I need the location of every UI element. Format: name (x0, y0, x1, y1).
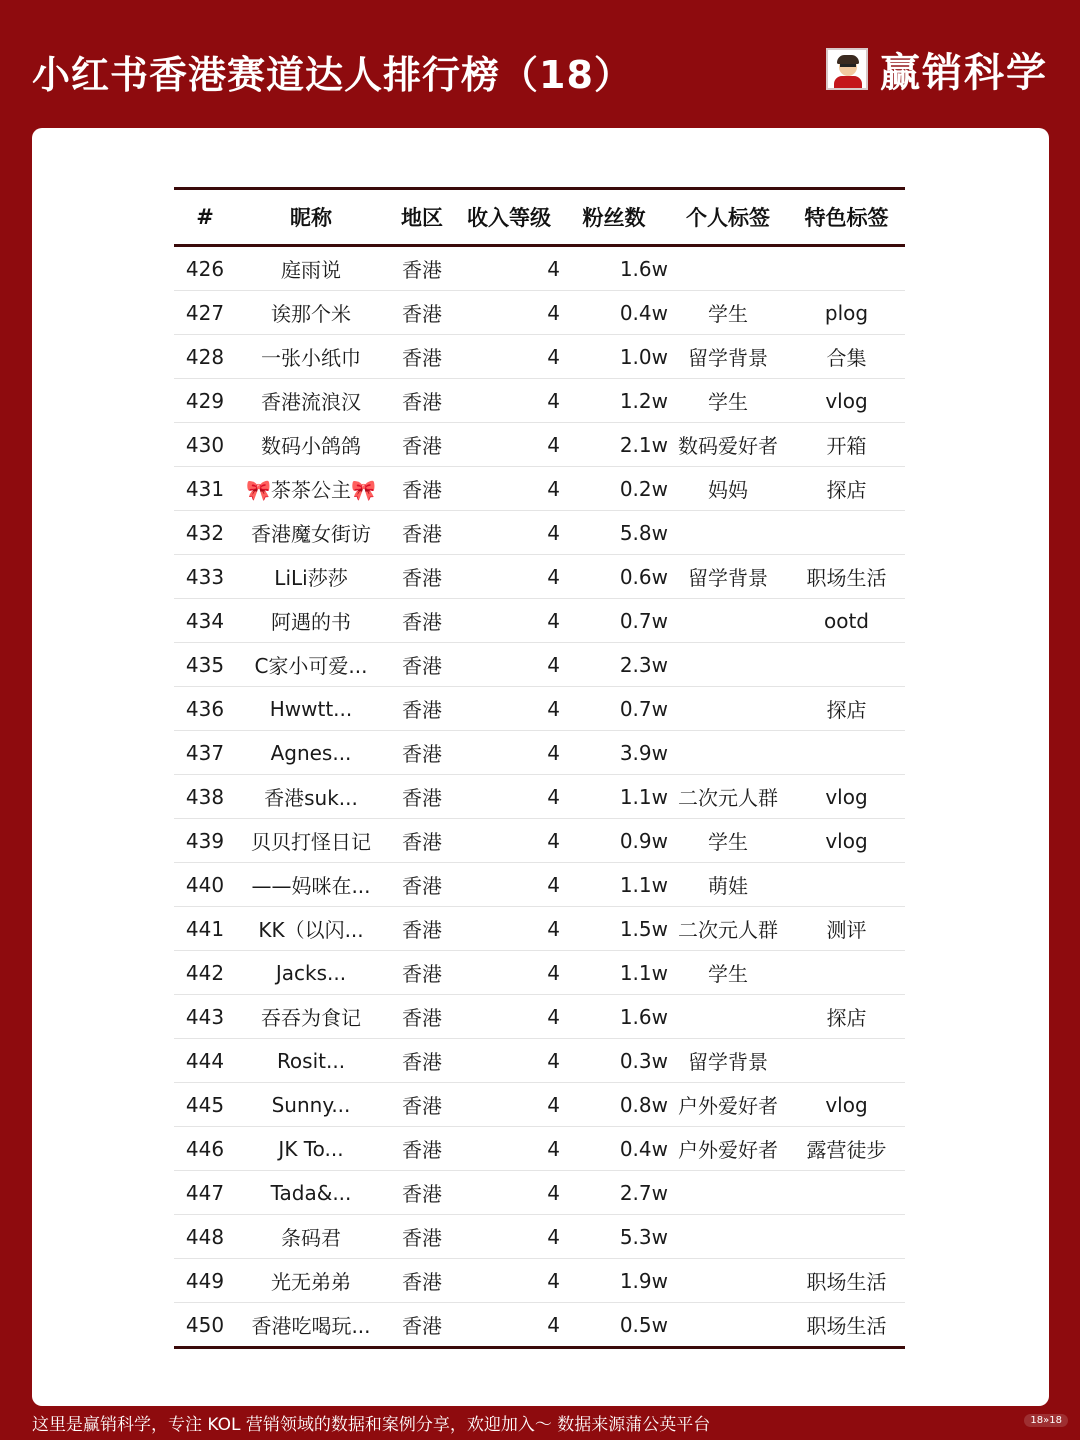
table-cell: 0.5w (619, 1312, 668, 1337)
table-cell: 445 (185, 1092, 225, 1117)
table-cell: 阿遇的书 (271, 610, 351, 634)
table-cell: 1.1w (619, 784, 668, 809)
brand-name: 赢销科学 (880, 49, 1048, 96)
table-row (174, 951, 905, 995)
table-cell: 探店 (826, 1006, 867, 1030)
table-cell: 香港 (402, 830, 442, 854)
table-cell: vlog (825, 828, 868, 853)
table-cell: 学生 (708, 302, 748, 326)
table-cell: 446 (185, 1136, 225, 1161)
table-cell: vlog (825, 1092, 868, 1117)
table-cell: Sunny... (271, 1092, 351, 1117)
page-number: 18»18 (1024, 1414, 1068, 1427)
table-cell: 4 (547, 388, 560, 413)
table-cell: 4 (547, 828, 560, 853)
table-cell: 439 (185, 828, 225, 853)
table-cell: Tada&... (270, 1180, 352, 1205)
table-cell: ——妈咪在... (251, 874, 371, 898)
table-header (174, 190, 905, 247)
table-cell: 448 (185, 1224, 225, 1249)
table-cell: 1.6w (619, 256, 668, 281)
table-row (174, 511, 905, 555)
table-cell: 香港 (402, 302, 442, 326)
table-cell: 吞吞为食记 (261, 1006, 361, 1030)
table-cell: 1.9w (619, 1268, 668, 1293)
table-cell: ootd (823, 608, 869, 633)
table-cell: 香港 (402, 390, 442, 414)
table-cell: 5.3w (619, 1224, 668, 1249)
table-cell: 香港 (402, 786, 442, 810)
table-cell: 学生 (708, 390, 748, 414)
table-cell: 学生 (708, 962, 748, 986)
table-cell: 香港魔女街访 (251, 522, 371, 546)
table-cell: 职场生活 (806, 1270, 887, 1294)
table-cell: 萌娃 (708, 874, 748, 898)
table-cell: 香港 (402, 1270, 442, 1294)
table-cell: 香港 (402, 610, 442, 634)
table-cell: 🎀茶茶公主🎀 (246, 478, 376, 502)
table-row (174, 1303, 905, 1346)
table-row (174, 1083, 905, 1127)
table-cell: C家小可爱... (254, 654, 368, 678)
table-cell: 427 (185, 300, 225, 325)
table-cell: 香港吃喝玩... (251, 1314, 371, 1338)
table-cell: 香港 (402, 1006, 442, 1030)
table-cell: 香港 (402, 1138, 442, 1162)
table-cell: 妈妈 (708, 478, 748, 502)
table-cell: Jacks... (275, 960, 347, 985)
table-cell: vlog (825, 784, 868, 809)
table-cell: 数码爱好者 (678, 434, 778, 458)
table-cell: 户外爱好者 (678, 1094, 778, 1118)
table-cell: 条码君 (281, 1226, 341, 1250)
table-cell: 426 (185, 256, 225, 281)
table-cell: 4 (547, 1312, 560, 1337)
table-cell: 1.6w (619, 1004, 668, 1029)
table-cell: 4 (547, 916, 560, 941)
page-title: 小红书香港赛道达人排行榜（18） (32, 53, 633, 97)
table-cell: 436 (185, 696, 225, 721)
table-cell: 诶那个米 (271, 302, 351, 326)
table-cell: 5.8w (619, 520, 668, 545)
table-cell: 开箱 (826, 434, 867, 458)
table-cell: 1.1w (619, 872, 668, 897)
table-cell: 1.5w (619, 916, 668, 941)
table-cell: 0.2w (619, 476, 668, 501)
table-cell: 4 (547, 740, 560, 765)
table-cell: 4 (547, 432, 560, 457)
table-cell: 香港 (402, 874, 442, 898)
table-cell: 合集 (826, 346, 867, 370)
table-row (174, 687, 905, 731)
table-cell: 香港流浪汉 (261, 390, 361, 414)
table-cell: 4 (547, 784, 560, 809)
table-cell: 4 (547, 960, 560, 985)
table-cell: 测评 (826, 918, 867, 942)
table-row (174, 291, 905, 335)
table-row (174, 1215, 905, 1259)
table-cell: 4 (547, 1136, 560, 1161)
table-cell: 433 (185, 564, 225, 589)
table-cell: 探店 (826, 698, 867, 722)
table-cell: 香港 (402, 962, 442, 986)
table-cell: 434 (185, 608, 225, 633)
table-cell: 2.1w (619, 432, 668, 457)
table-cell: 光无弟弟 (271, 1270, 351, 1294)
table-cell: 450 (185, 1312, 225, 1337)
table-cell: 0.3w (619, 1048, 668, 1073)
table-row (174, 423, 905, 467)
table-cell: 2.7w (619, 1180, 668, 1205)
table-cell: 429 (185, 388, 225, 413)
table-cell: 4 (547, 256, 560, 281)
brand-logo-icon (826, 48, 868, 90)
table-cell: LiLi莎莎 (274, 566, 348, 590)
table-cell: 1.0w (619, 344, 668, 369)
table-cell: 职场生活 (806, 566, 887, 590)
table-cell: 庭雨说 (281, 258, 341, 282)
table-cell: 留学背景 (688, 346, 768, 370)
table-cell: 贝贝打怪日记 (251, 830, 371, 854)
table-row (174, 1171, 905, 1215)
table-cell: 露营徒步 (806, 1138, 887, 1162)
table-cell: 香港 (402, 698, 442, 722)
table-cell: 3.9w (619, 740, 668, 765)
table-row (174, 1259, 905, 1303)
table-cell: 1.1w (619, 960, 668, 985)
table-cell: 香港 (402, 478, 442, 502)
table-cell: 4 (547, 344, 560, 369)
table-cell: 442 (185, 960, 225, 985)
table-cell: 香港 (402, 566, 442, 590)
table-cell: 1.2w (619, 388, 668, 413)
table-cell: 0.7w (619, 696, 668, 721)
table-cell: 学生 (708, 830, 748, 854)
table-row (174, 643, 905, 687)
table-cell: 438 (185, 784, 225, 809)
table-cell: 0.6w (619, 564, 668, 589)
table-cell: 4 (547, 652, 560, 677)
content-card (32, 128, 1049, 1406)
table-cell: 4 (547, 300, 560, 325)
table-cell: 2.3w (619, 652, 668, 677)
table-cell: 职场生活 (806, 1314, 887, 1338)
table-cell: Hwwtt... (269, 696, 353, 721)
table-cell: 4 (547, 1004, 560, 1029)
table-row (174, 863, 905, 907)
table-cell: 432 (185, 520, 225, 545)
table-cell: 香港 (402, 258, 442, 282)
table-cell: 437 (185, 740, 225, 765)
table-cell: 4 (547, 476, 560, 501)
table-cell: 435 (185, 652, 225, 677)
table-cell: 447 (185, 1180, 225, 1205)
table-cell: 444 (185, 1048, 225, 1073)
column-header: 收入等级 (467, 206, 551, 230)
table-cell: 香港 (402, 522, 442, 546)
table-cell: 441 (185, 916, 225, 941)
table-row (174, 379, 905, 423)
table-cell: 留学背景 (688, 1050, 768, 1074)
table-cell: 4 (547, 1180, 560, 1205)
table-cell: 一张小纸巾 (261, 346, 361, 370)
table-cell: Agnes... (270, 740, 352, 765)
table-cell: 香港 (402, 346, 442, 370)
column-header: 地区 (401, 206, 443, 230)
table-cell: 香港 (402, 1226, 442, 1250)
table-cell: Rosit... (276, 1048, 346, 1073)
footer-text: 这里是赢销科学，专注 KOL 营销领域的数据和案例分享，欢迎加入～ 数据来源蒲公英平台 (32, 1415, 711, 1435)
table-cell: 数码小鸽鸽 (261, 434, 361, 458)
table-row (174, 819, 905, 863)
table-row (174, 335, 905, 379)
table-cell: 二次元人群 (678, 918, 778, 942)
table-cell: JK To... (278, 1136, 344, 1161)
table-cell: KK（以闪... (258, 918, 364, 942)
column-header: 昵称 (290, 206, 332, 230)
table-cell: 0.8w (619, 1092, 668, 1117)
table-cell: 443 (185, 1004, 225, 1029)
table-row (174, 1127, 905, 1171)
table-row (174, 775, 905, 819)
table-cell: 4 (547, 872, 560, 897)
table-row (174, 1039, 905, 1083)
table-cell: 香港 (402, 1314, 442, 1338)
table-cell: 4 (547, 1268, 560, 1293)
ranking-table (174, 187, 905, 1349)
table-cell: 4 (547, 1224, 560, 1249)
table-cell: 4 (547, 564, 560, 589)
column-header: 特色标签 (804, 206, 889, 230)
table-cell: 4 (547, 1092, 560, 1117)
table-cell: 香港 (402, 1094, 442, 1118)
table-cell: 香港 (402, 1182, 442, 1206)
table-row (174, 731, 905, 775)
column-header: # (196, 205, 214, 229)
table-cell: 户外爱好者 (678, 1138, 778, 1162)
table-cell: plog (824, 300, 869, 325)
table-cell: 4 (547, 1048, 560, 1073)
column-header: 个人标签 (686, 206, 770, 230)
table-row (174, 599, 905, 643)
table-cell: 香港 (402, 1050, 442, 1074)
table-cell: 留学背景 (688, 566, 768, 590)
table-cell: 0.9w (619, 828, 668, 853)
table-cell: 449 (185, 1268, 225, 1293)
table-row (174, 555, 905, 599)
table-cell: 香港 (402, 742, 442, 766)
brand (826, 44, 1048, 94)
table-cell: 4 (547, 608, 560, 633)
table-cell: 0.4w (619, 300, 668, 325)
table-cell: 431 (185, 476, 225, 501)
table-cell: 4 (547, 696, 560, 721)
table-cell: 4 (547, 520, 560, 545)
table-cell: 香港 (402, 434, 442, 458)
table-cell: 香港suk... (264, 786, 358, 810)
table-cell: 探店 (826, 478, 867, 502)
table-row (174, 247, 905, 291)
table-cell: 0.7w (619, 608, 668, 633)
table-cell: 香港 (402, 654, 442, 678)
table-row (174, 907, 905, 951)
table-cell: vlog (825, 388, 868, 413)
table-cell: 428 (185, 344, 225, 369)
table-row (174, 467, 905, 511)
table-cell: 二次元人群 (678, 786, 778, 810)
table-cell: 440 (185, 872, 225, 897)
table-cell: 香港 (402, 918, 442, 942)
column-header: 粉丝数 (582, 206, 646, 230)
table-cell: 430 (185, 432, 225, 457)
table-row (174, 995, 905, 1039)
table-cell: 0.4w (619, 1136, 668, 1161)
